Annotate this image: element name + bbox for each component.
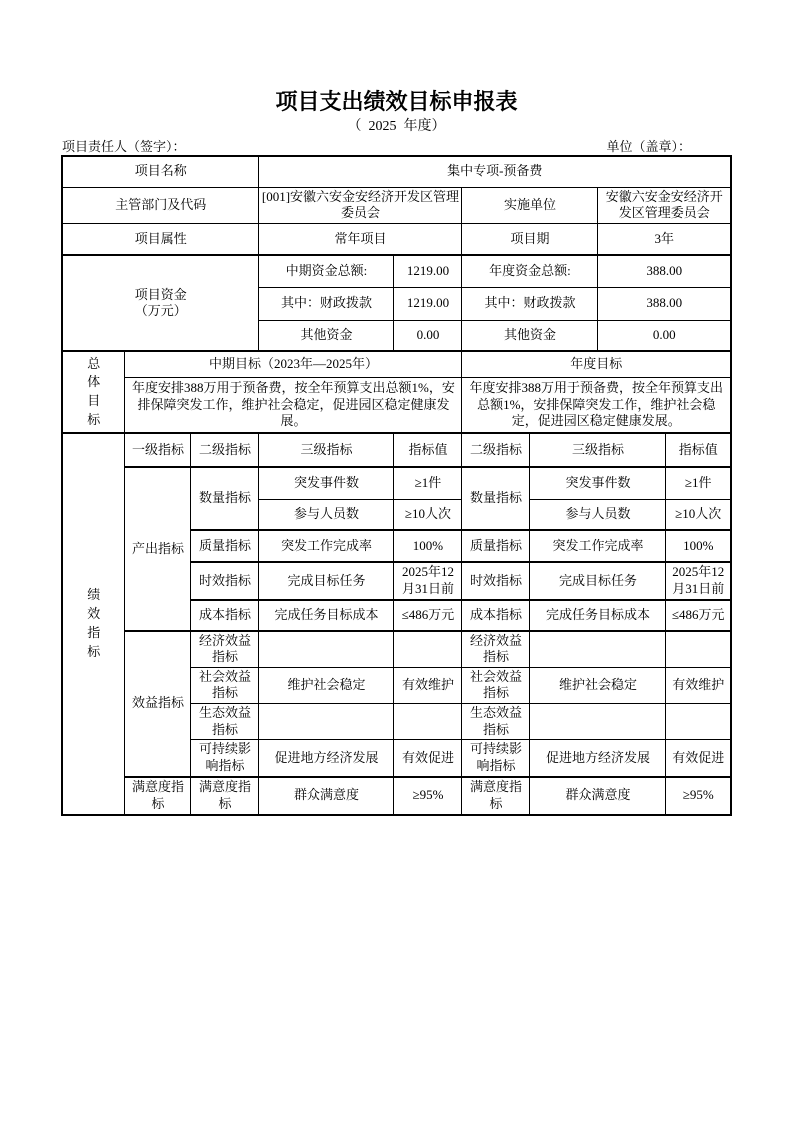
year-value-cell: 2025年12月31日前 bbox=[666, 562, 731, 599]
header-year-level3: 三级指标 bbox=[530, 433, 666, 467]
value-cell bbox=[394, 704, 462, 740]
value-cell: ≥95% bbox=[394, 777, 462, 815]
year-level2-cell: 满意度指标 bbox=[462, 777, 530, 815]
signature-row bbox=[62, 139, 731, 154]
project-name-value: 集中专项-预备费 bbox=[259, 156, 731, 187]
year-value-cell: 有效促进 bbox=[666, 740, 731, 777]
year-fiscal-value: 388.00 bbox=[598, 287, 731, 320]
level2-cell: 可持续影响指标 bbox=[191, 740, 259, 777]
year-value-cell: ≥95% bbox=[666, 777, 731, 815]
row-attribute bbox=[62, 223, 731, 255]
mid-fiscal-value: 1219.00 bbox=[394, 287, 462, 320]
year-level3-cell: 群众满意度 bbox=[530, 777, 666, 815]
mid-other-label: 其他资金 bbox=[259, 320, 394, 351]
year-level2-cell: 可持续影响指标 bbox=[462, 740, 530, 777]
overall-goal-vertical-text: 总体目标 bbox=[87, 355, 101, 428]
header-year-level2: 二级指标 bbox=[462, 433, 530, 467]
year-level3-cell: 突发事件数 bbox=[530, 467, 666, 499]
row-project-name bbox=[62, 156, 731, 187]
level2-cell: 满意度指标 bbox=[191, 777, 259, 815]
year-level3-cell: 完成任务目标成本 bbox=[530, 600, 666, 631]
unit-seal-label: 单位（盖章）： bbox=[606, 139, 691, 154]
year-level3-cell: 参与人员数 bbox=[530, 499, 666, 530]
mid-fiscal-label: 其中：财政拨款 bbox=[259, 287, 394, 320]
row-indicator-header bbox=[62, 433, 731, 467]
year-value-cell bbox=[666, 704, 731, 740]
level3-cell: 完成目标任务 bbox=[259, 562, 394, 599]
page-subtitle: （ 2025 年度） bbox=[347, 119, 446, 134]
year-value-cell: ≥10人次 bbox=[666, 499, 731, 530]
row-dept bbox=[62, 187, 731, 223]
header-level2: 二级指标 bbox=[191, 433, 259, 467]
year-value-cell bbox=[666, 631, 731, 668]
indicator-row bbox=[62, 777, 731, 815]
midterm-goal-header: 中期目标（2023年—2025年） bbox=[125, 351, 462, 377]
midterm-goal-text: 年度安排388万用于预备费，按全年预算支出总额1%，安排保障突发工作，维护社会稳定，促进园区稳定健康发展。 bbox=[125, 377, 462, 433]
dept-label: 主管部门及代码 bbox=[62, 187, 259, 223]
level3-cell: 促进地方经济发展 bbox=[259, 740, 394, 777]
level2-cell: 生态效益指标 bbox=[191, 704, 259, 740]
year-total-label: 年度资金总额: bbox=[462, 255, 598, 287]
value-cell: ≥1件 bbox=[394, 467, 462, 499]
dept-value: [001]安徽六安金安经济开发区管理委员会 bbox=[259, 187, 462, 223]
performance-indicator-vertical-text: 绩效指标 bbox=[87, 587, 101, 659]
value-cell: ≥10人次 bbox=[394, 499, 462, 530]
level2-cell: 质量指标 bbox=[191, 530, 259, 562]
row-overall-header bbox=[62, 351, 731, 377]
mid-total-value: 1219.00 bbox=[394, 255, 462, 287]
value-cell: ≤486万元 bbox=[394, 600, 462, 631]
project-name-label: 项目名称 bbox=[62, 156, 259, 187]
level3-cell: 维护社会稳定 bbox=[259, 667, 394, 703]
impl-unit-label: 实施单位 bbox=[462, 187, 598, 223]
attr-value: 常年项目 bbox=[259, 223, 462, 255]
year-total-value: 388.00 bbox=[598, 255, 731, 287]
year-level2-cell: 质量指标 bbox=[462, 530, 530, 562]
funds-label-line1: 项目资金 bbox=[134, 286, 187, 302]
indicator-row bbox=[62, 467, 731, 499]
annual-goal-text: 年度安排388万用于预备费，按全年预算支出总额1%，安排保障突发工作，维护社会稳定，促进园区稳定健康发展。 bbox=[462, 377, 731, 433]
funds-label bbox=[62, 255, 259, 351]
level3-cell bbox=[259, 704, 394, 740]
declaration-table bbox=[61, 155, 732, 816]
header-level3: 三级指标 bbox=[259, 433, 394, 467]
mid-other-value: 0.00 bbox=[394, 320, 462, 351]
value-cell bbox=[394, 631, 462, 668]
level1-output: 产出指标 bbox=[125, 467, 191, 630]
year-other-value: 0.00 bbox=[598, 320, 731, 351]
year-level3-cell: 维护社会稳定 bbox=[530, 667, 666, 703]
value-cell: 有效促进 bbox=[394, 740, 462, 777]
level1-satisfaction: 满意度指标 bbox=[125, 777, 191, 815]
year-value-cell: ≤486万元 bbox=[666, 600, 731, 631]
mid-total-label: 中期资金总额: bbox=[259, 255, 394, 287]
overall-goal-label bbox=[62, 351, 125, 433]
row-funds-total bbox=[62, 255, 731, 287]
level3-cell: 突发工作完成率 bbox=[259, 530, 394, 562]
level2-cell: 社会效益指标 bbox=[191, 667, 259, 703]
header-level1: 一级指标 bbox=[125, 433, 191, 467]
year-level3-cell: 完成目标任务 bbox=[530, 562, 666, 599]
level2-quantity: 数量指标 bbox=[191, 467, 259, 530]
year-level3-cell: 促进地方经济发展 bbox=[530, 740, 666, 777]
year-other-label: 其他资金 bbox=[462, 320, 598, 351]
level2-cell: 成本指标 bbox=[191, 600, 259, 631]
level3-cell: 突发事件数 bbox=[259, 467, 394, 499]
signer-label: 项目责任人（签字）： bbox=[62, 139, 186, 154]
year-level3-cell: 突发工作完成率 bbox=[530, 530, 666, 562]
year-level2-cell: 生态效益指标 bbox=[462, 704, 530, 740]
period-value: 3年 bbox=[598, 223, 731, 255]
attr-label: 项目属性 bbox=[62, 223, 259, 255]
level3-cell bbox=[259, 631, 394, 668]
year-level2-quantity: 数量指标 bbox=[462, 467, 530, 530]
page-title: 项目支出绩效目标申报表 bbox=[275, 89, 518, 114]
year-value-cell: ≥1件 bbox=[666, 467, 731, 499]
level3-cell: 群众满意度 bbox=[259, 777, 394, 815]
year-fiscal-label: 其中：财政拨款 bbox=[462, 287, 598, 320]
year-level2-cell: 时效指标 bbox=[462, 562, 530, 599]
performance-indicator-label bbox=[62, 433, 125, 814]
value-cell: 2025年12月31日前 bbox=[394, 562, 462, 599]
year-level3-cell bbox=[530, 704, 666, 740]
year-level3-cell bbox=[530, 631, 666, 668]
row-overall-text bbox=[62, 377, 731, 433]
year-level2-cell: 经济效益指标 bbox=[462, 631, 530, 668]
impl-unit-value: 安徽六安金安经济开发区管理委员会 bbox=[598, 187, 731, 223]
level2-cell: 经济效益指标 bbox=[191, 631, 259, 668]
value-cell: 有效维护 bbox=[394, 667, 462, 703]
level3-cell: 完成任务目标成本 bbox=[259, 600, 394, 631]
level1-benefit: 效益指标 bbox=[125, 631, 191, 777]
year-value-cell: 100% bbox=[666, 530, 731, 562]
year-value-cell: 有效维护 bbox=[666, 667, 731, 703]
value-cell: 100% bbox=[394, 530, 462, 562]
header-year-value: 指标值 bbox=[666, 433, 731, 467]
year-level2-cell: 成本指标 bbox=[462, 600, 530, 631]
annual-goal-header: 年度目标 bbox=[462, 351, 731, 377]
indicator-row bbox=[62, 631, 731, 668]
funds-label-line2: （万元） bbox=[134, 303, 187, 319]
period-label: 项目期 bbox=[462, 223, 598, 255]
year-level2-cell: 社会效益指标 bbox=[462, 667, 530, 703]
level3-cell: 参与人员数 bbox=[259, 499, 394, 530]
level2-cell: 时效指标 bbox=[191, 562, 259, 599]
header-value: 指标值 bbox=[394, 433, 462, 467]
